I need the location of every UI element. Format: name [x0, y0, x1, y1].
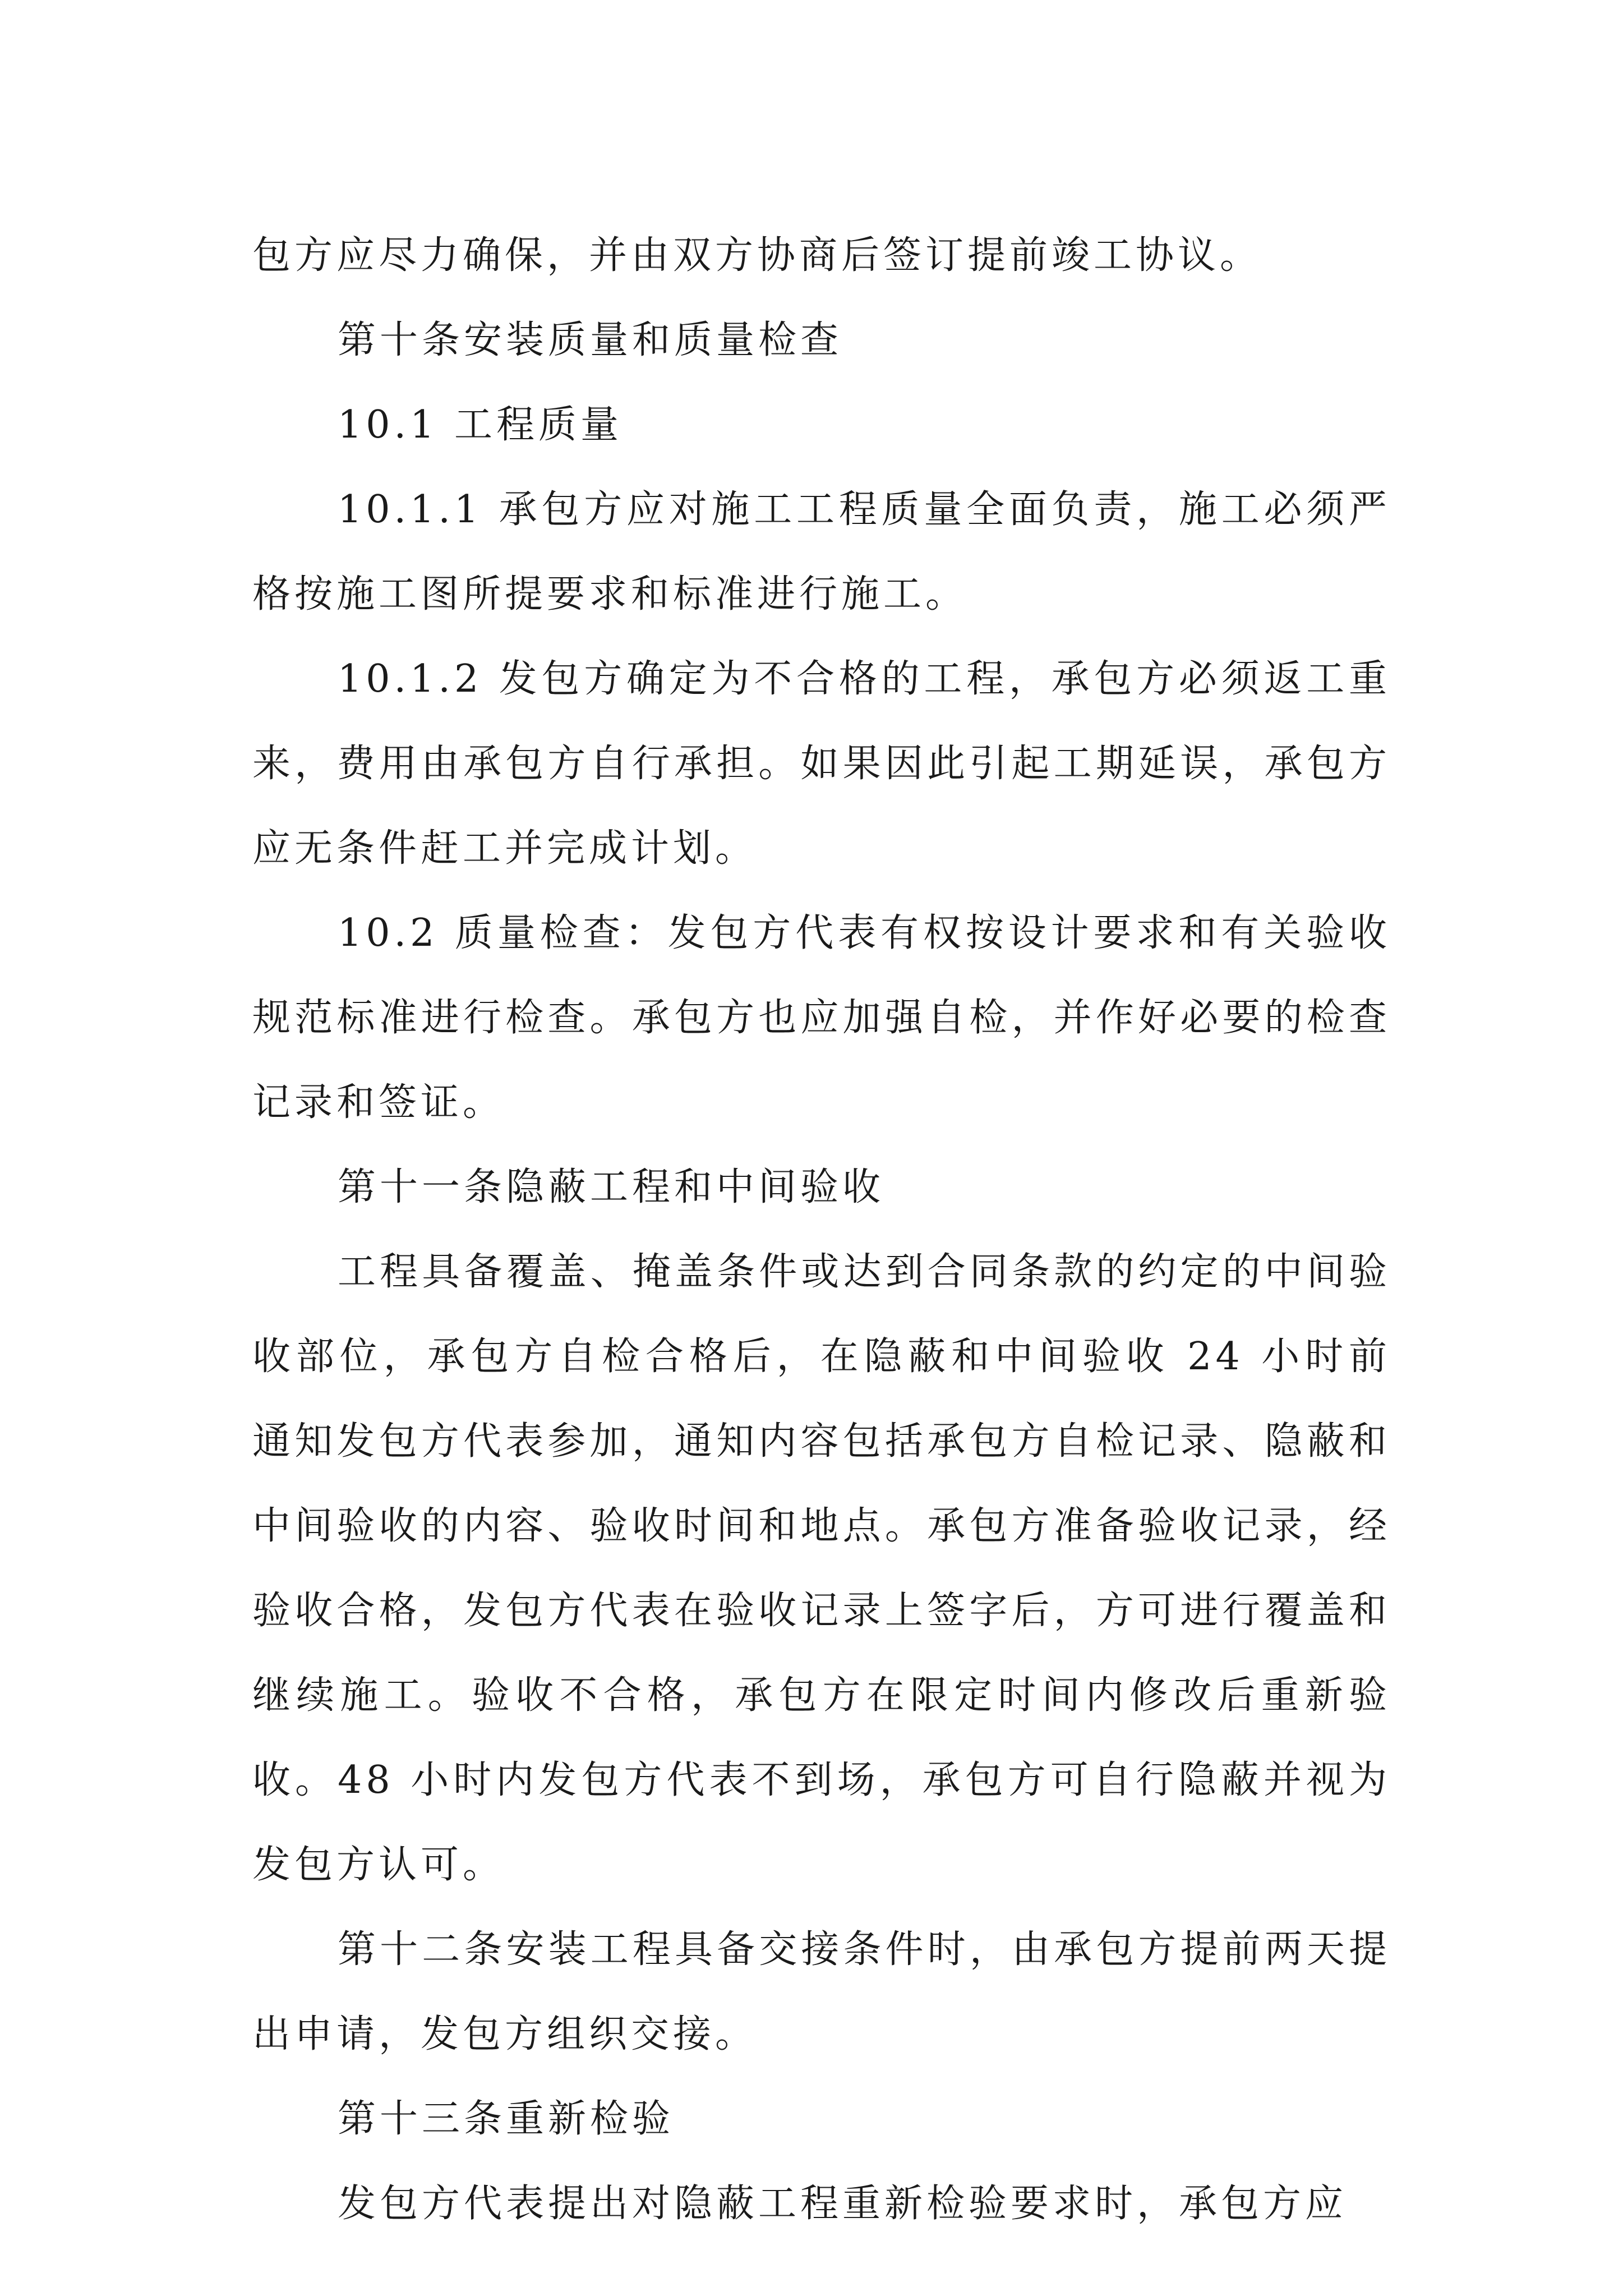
- heading-article-11: 第十一条隐蔽工程和中间验收: [338, 1165, 885, 1209]
- paragraph-continuation: 包方应尽力确保，并由双方协商后签订提前竣工协议。: [252, 233, 1262, 278]
- heading-article-13: 第十三条重新检验: [338, 2097, 675, 2141]
- paragraph-article-11-body: 工程具备覆盖、掩盖条件或达到合同条款的约定的中间验收部位，承包方自检合格后，在隐蔽和中间验收 24 小时前通知发包方代表参加，通知内容包括承包方自检记录、隐蔽和中间验收的内容、验收时间和地点。承包方准备验收记录，经验收合格，发包方代表在验收记录上签字后，方可进行覆盖和继续施工。验收不合格，承包方在限定时间内修改后重新验收。48 小时内发包方代表不到场，承包方可自行隐蔽并视为发包方认可。: [252, 1250, 1391, 1887]
- paragraph-article-13-body: 发包方代表提出对隐蔽工程重新检验要求时，承包方应: [338, 2182, 1348, 2226]
- heading-article-10: 第十条安装质量和质量检查: [338, 318, 843, 362]
- paragraph-10-1-1: 10.1.1 承包方应对施工工程质量全面负责，施工必须严格按施工图所提要求和标准进行施工。: [252, 487, 1391, 616]
- paragraph-10-2: 10.2 质量检查：发包方代表有权按设计要求和有关验收规范标准进行检查。承包方也应加强自检，并作好必要的检查记录和签证。: [252, 911, 1391, 1125]
- paragraph-10-1-2: 10.1.2 发包方确定为不合格的工程，承包方必须返工重来，费用由承包方自行承担。如果因此引起工期延误，承包方应无条件赶工并完成计划。: [252, 657, 1391, 871]
- heading-10-1: 10.1 工程质量: [338, 403, 623, 447]
- paragraph-article-12: 第十二条安装工程具备交接条件时，由承包方提前两天提出申请，发包方组织交接。: [252, 1927, 1391, 2056]
- document-body: [252, 213, 1391, 2246]
